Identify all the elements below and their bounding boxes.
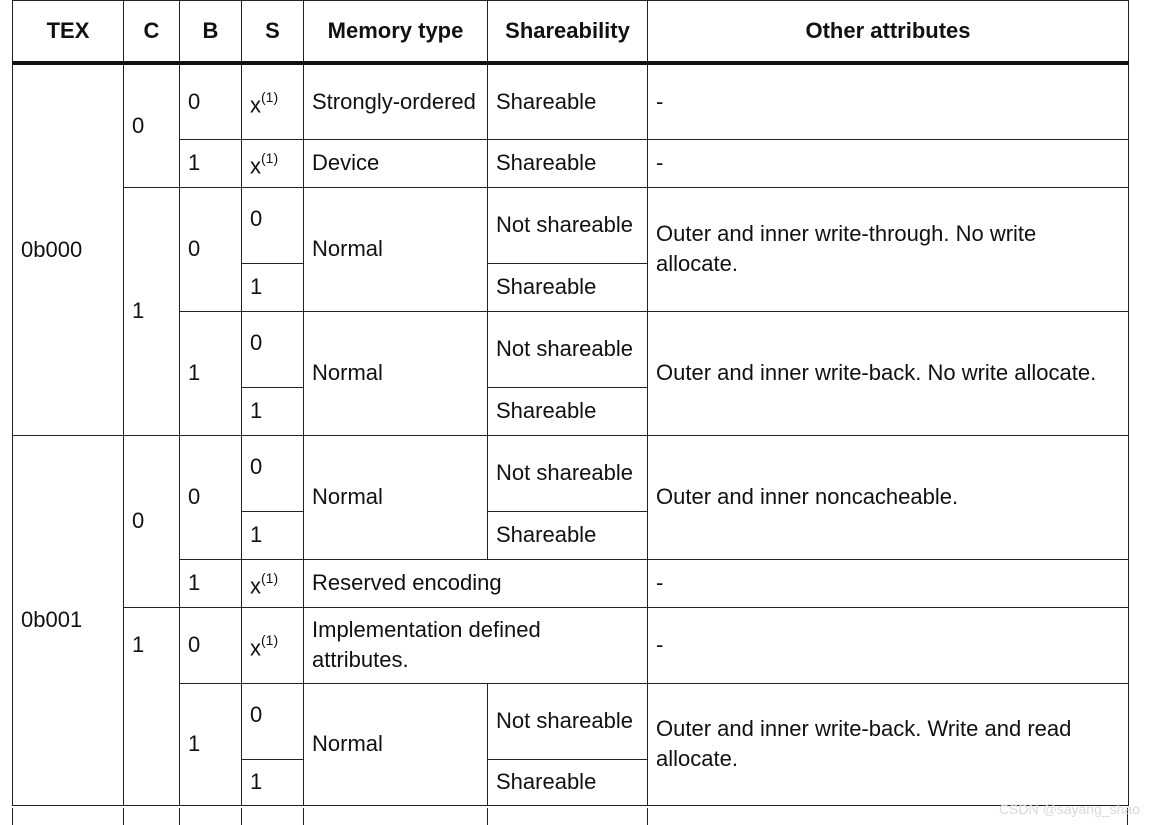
- cell-s: 1: [242, 759, 304, 805]
- continuation-line: [241, 808, 242, 825]
- cell-other-attributes: -: [648, 139, 1129, 187]
- watermark: CSDN @sayang_shao: [998, 801, 1140, 817]
- header-row: [13, 1, 1129, 64]
- cell-b: 0: [180, 187, 242, 311]
- cell-memory-type: Implementation defined attributes.: [304, 607, 648, 683]
- cell-s: 0: [242, 187, 304, 263]
- cell-b: 0: [180, 607, 242, 683]
- cell-c: 0: [124, 435, 180, 607]
- cell-b: 1: [180, 311, 242, 435]
- cell-c: 1: [124, 607, 180, 805]
- table-row: [13, 311, 1129, 387]
- cell-b: 1: [180, 683, 242, 805]
- cell-s: 0: [242, 683, 304, 759]
- cell-shareability: Not shareable: [488, 435, 648, 511]
- cell-s: 1: [242, 511, 304, 559]
- header-c: C: [124, 1, 180, 64]
- cell-shareability: Shareable: [488, 63, 648, 139]
- cell-b: 1: [180, 559, 242, 607]
- cell-s: $x^{(1)}$: [242, 63, 304, 139]
- cell-memory-type: Normal: [304, 187, 488, 311]
- cell-memory-type: Strongly-ordered: [304, 63, 488, 139]
- table-row: [13, 63, 1129, 139]
- cell-s: 0: [242, 311, 304, 387]
- cell-shareability: Not shareable: [488, 187, 648, 263]
- cell-shareability: Not shareable: [488, 683, 648, 759]
- cell-s: 1: [242, 263, 304, 311]
- table-row: [13, 683, 1129, 759]
- continuation-line: [487, 808, 488, 825]
- continuation-line: [12, 808, 13, 825]
- header-b: B: [180, 1, 242, 64]
- cell-memory-type: Reserved encoding: [304, 559, 648, 607]
- header-shareability: Shareability: [488, 1, 648, 64]
- table-row: [13, 187, 1129, 263]
- cell-other-attributes: Outer and inner write-through. No write allocate.: [648, 187, 1129, 311]
- cell-other-attributes: -: [648, 607, 1129, 683]
- continuation-line: [123, 808, 124, 825]
- cell-b: 0: [180, 435, 242, 559]
- cell-s: 1: [242, 387, 304, 435]
- cell-shareability: Shareable: [488, 139, 648, 187]
- cell-shareability: Shareable: [488, 263, 648, 311]
- header-tex: TEX: [13, 1, 124, 64]
- cell-shareability: Shareable: [488, 759, 648, 805]
- cell-other-attributes: Outer and inner write-back. Write and read allocate.: [648, 683, 1129, 805]
- cell-c: 1: [124, 187, 180, 435]
- cell-other-attributes: Outer and inner noncacheable.: [648, 435, 1129, 559]
- continuation-line: [179, 808, 180, 825]
- cell-memory-type: Normal: [304, 435, 488, 559]
- cell-b: 0: [180, 63, 242, 139]
- cell-memory-type: Normal: [304, 683, 488, 805]
- cell-memory-type: Normal: [304, 311, 488, 435]
- cell-s: 0: [242, 435, 304, 511]
- cell-shareability: Not shareable: [488, 311, 648, 387]
- cell-s: $x^{(1)}$: [242, 139, 304, 187]
- cell-tex: 0b001: [13, 435, 124, 805]
- cell-c: 0: [124, 63, 180, 187]
- continuation-line: [303, 808, 304, 825]
- cell-other-attributes: -: [648, 63, 1129, 139]
- header-memory-type: Memory type: [304, 1, 488, 64]
- cell-shareability: Shareable: [488, 387, 648, 435]
- cell-other-attributes: -: [648, 559, 1129, 607]
- header-other-attributes: Other attributes: [648, 1, 1129, 64]
- memory-attributes-table: [12, 0, 1129, 806]
- cell-s: $x^{(1)}$: [242, 607, 304, 683]
- header-s: S: [242, 1, 304, 64]
- cell-memory-type: Device: [304, 139, 488, 187]
- table-row: [13, 607, 1129, 683]
- cell-s: $x^{(1)}$: [242, 559, 304, 607]
- cell-b: 1: [180, 139, 242, 187]
- table-row: [13, 435, 1129, 511]
- continuation-line: [647, 808, 648, 825]
- cell-tex: 0b000: [13, 63, 124, 435]
- cell-other-attributes: Outer and inner write-back. No write allocate.: [648, 311, 1129, 435]
- table-continuation-lines: [12, 808, 1128, 825]
- cell-shareability: Shareable: [488, 511, 648, 559]
- table-row: [13, 559, 1129, 607]
- table-row: [13, 139, 1129, 187]
